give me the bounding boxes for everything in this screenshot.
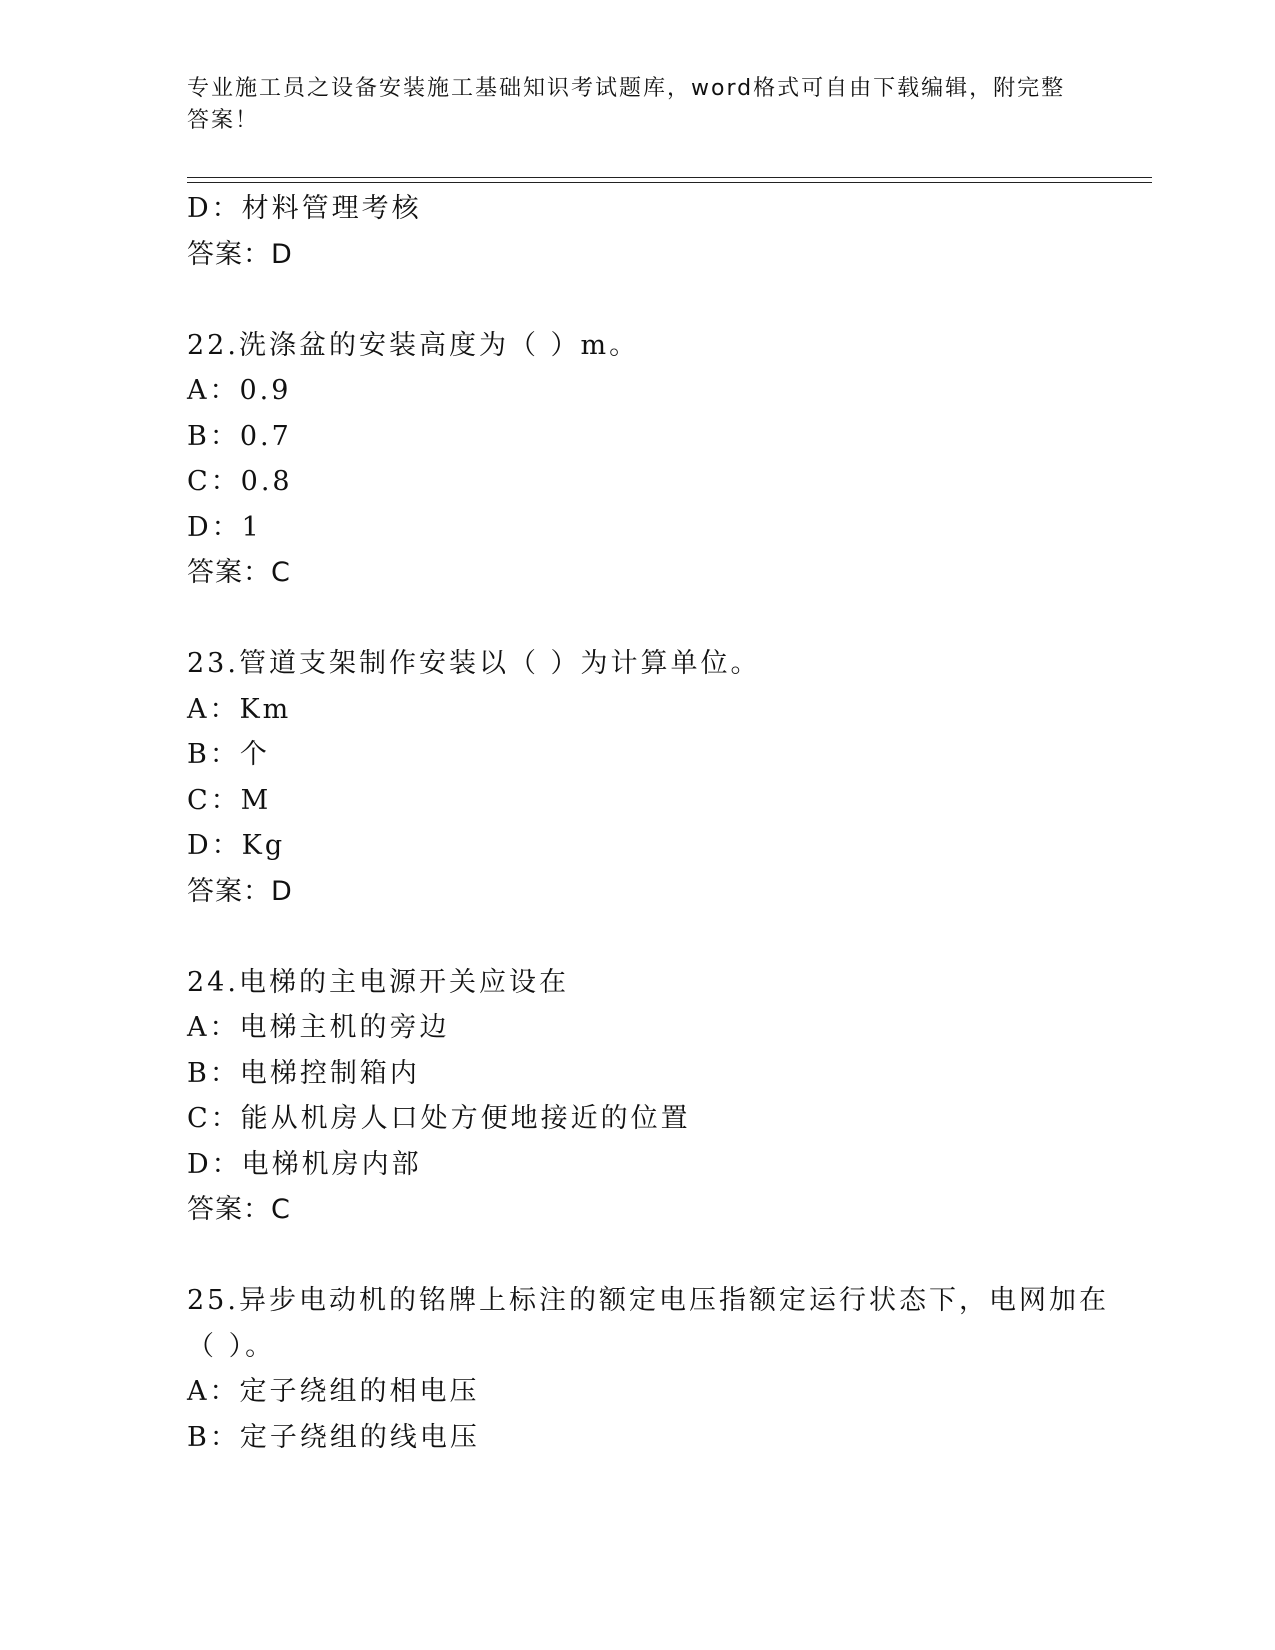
header-divider-bottom [187,182,1152,183]
option-a: A：Km [187,693,292,725]
option-b: B：0.7 [187,420,292,452]
option-a: A：定子绕组的相电压 [187,1376,480,1407]
header-divider-top [187,177,1152,178]
header-title: 专业施工员之设备安装施工基础知识考试题库，word格式可自由下载编辑，附完整答案！ [187,76,1066,133]
option-d: D：电梯机房内部 [187,1148,422,1180]
question-stem: 24.电梯的主电源开关应设在 [187,966,569,998]
option-d: D：Kg [187,830,286,861]
prev-answer: 答案：D [187,238,293,270]
option-a: A：0.9 [187,375,292,406]
option-b: B：电梯控制箱内 [187,1057,420,1089]
spacer [187,1233,1087,1279]
option-b: B：个 [187,739,270,770]
question-25 [187,1278,1109,1460]
option-c: C：0.8 [187,466,293,497]
option-c: C：M [187,784,272,816]
question-stem: 22.洗涤盆的安装高度为（ ）m。 [187,329,640,361]
spacer [187,914,1087,960]
question-stem: 23.管道支架制作安装以（ ）为计算单位。 [187,648,761,679]
option-c: C：能从机房人口处方便地接近的位置 [187,1103,691,1134]
question-list [187,186,1109,1460]
question-23 [187,641,1087,914]
answer: 答案：C [187,557,291,588]
document-header [187,73,1067,137]
spacer [187,596,1087,642]
spacer [187,277,1087,323]
answer: 答案：C [187,1194,291,1225]
answer: 答案：D [187,875,293,907]
option-d: D：1 [187,511,262,543]
question-22 [187,323,1087,596]
question-24 [187,960,1087,1233]
question-stem-line-1: 25.异步电动机的铭牌上标注的额定电压指额定运行状态下，电网加在 [187,1285,1109,1316]
option-b: B：定子绕组的线电压 [187,1421,480,1453]
prev-option-d: D：材料管理考核 [187,193,422,224]
question-stem-line-2: （ ）。 [187,1330,276,1362]
option-a: A：电梯主机的旁边 [187,1012,450,1043]
